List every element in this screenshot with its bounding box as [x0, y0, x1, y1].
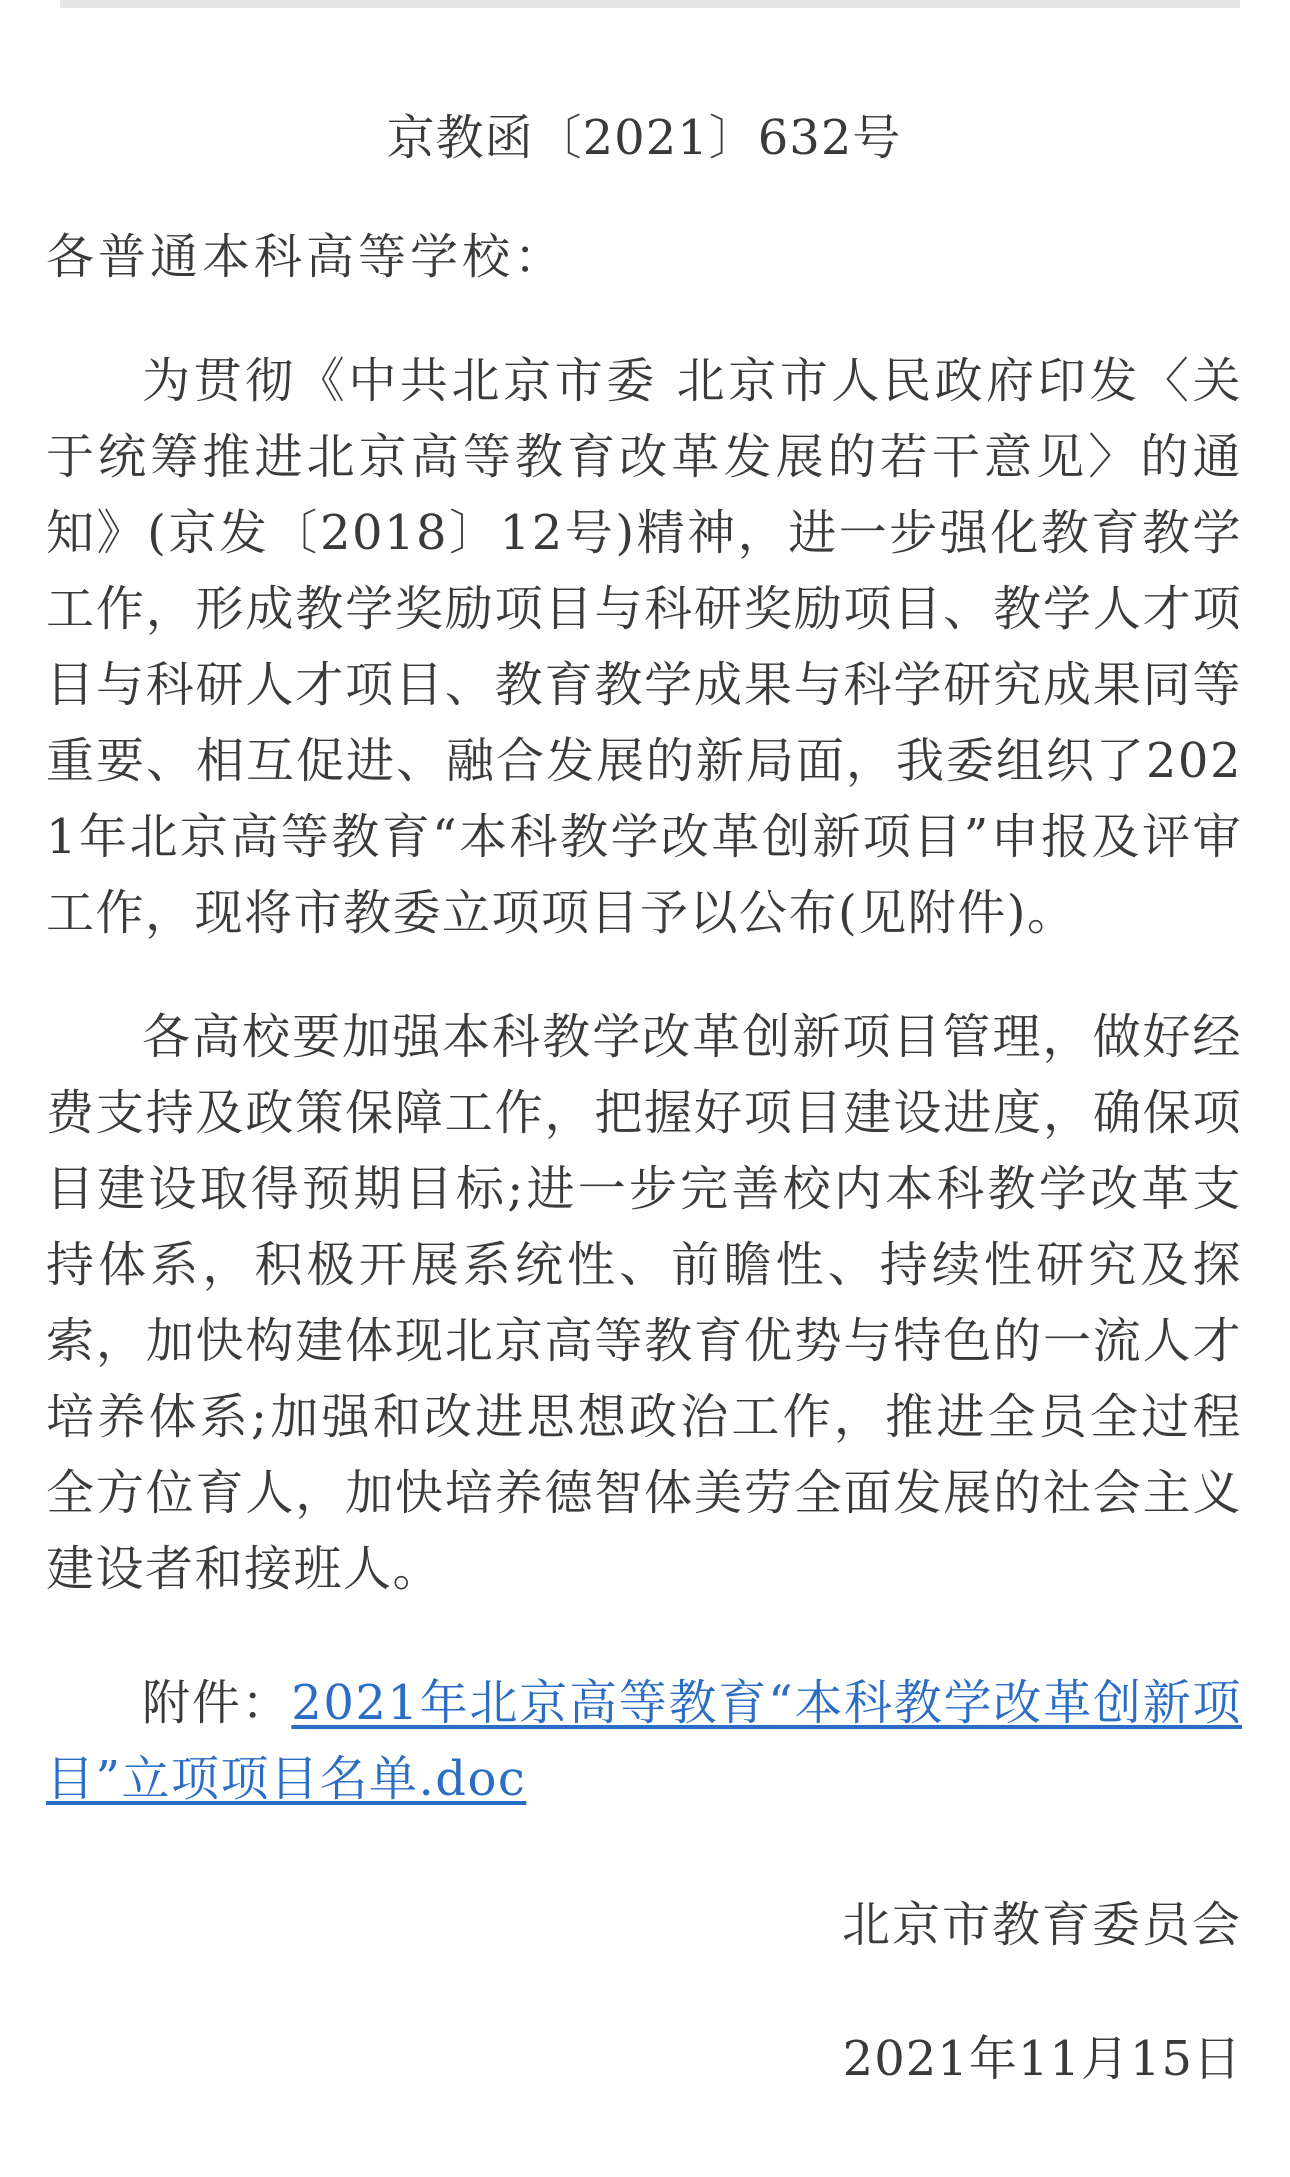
- notice-document: [46, 100, 1242, 2097]
- signature: 北京市教育委员会: [841, 1897, 1242, 1953]
- attachment-line: [46, 1665, 1242, 1817]
- body-paragraph-1: 为贯彻《中共北京市委 北京市人民政府印发〈关于统筹推进北京高等教育改革发展的若干意见〉的通知》(京发〔2018〕12号)精神，进一步强化教育教学工作，形成教学奖励项目与科研奖励项目、教学人才项目与科研人才项目、教育教学成果与科学研究成果同等重要、相互促进、融合发展的新局面，我委组织了2021年北京高等教育“本科教学改革创新项目”申报及评审工作，现将市教委立项项目予以公布(见附件)。: [46, 353, 1242, 941]
- issue-date: 2021年11月15日: [842, 2031, 1242, 2087]
- document-number: 京教函〔2021〕632号: [386, 110, 902, 166]
- top-divider: [60, 0, 1240, 8]
- body-paragraph-2: 各高校要加强本科教学改革创新项目管理，做好经费支持及政策保障工作，把握好项目建设进度，确保项目建设取得预期目标;进一步完善校内本科教学改革支持体系，积极开展系统性、前瞻性、持续性研究及探索，加快构建体现北京高等教育优势与特色的一流人才培养体系;加强和改进思想政治工作，推进全员全过程全方位育人，加快培养德智体美劳全面发展的社会主义建设者和接班人。: [46, 1009, 1242, 1597]
- attachment-link[interactable]: 2021年北京高等教育“本科教学改革创新项目”立项项目名单.doc: [46, 1675, 1242, 1807]
- attachment-label: 附件：: [142, 1675, 292, 1731]
- salutation: 各普通本科高等学校：: [46, 229, 567, 285]
